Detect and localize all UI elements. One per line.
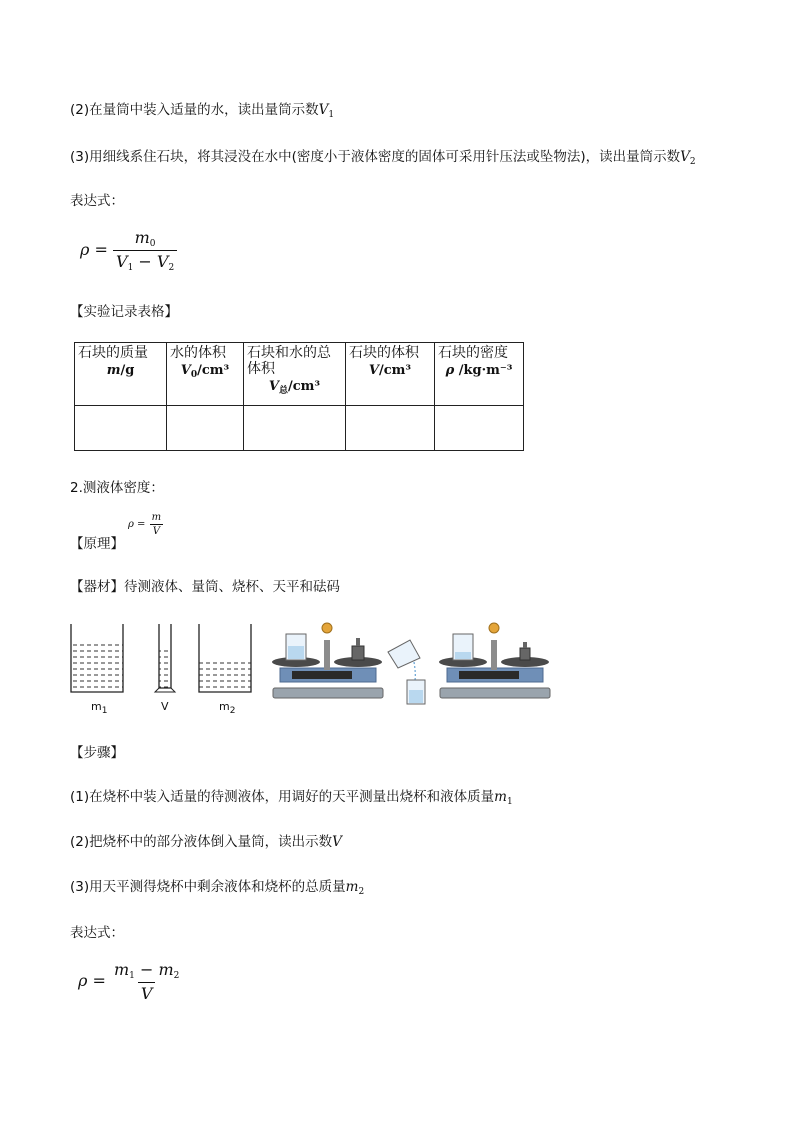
graduated-cylinder-icon xyxy=(155,624,175,692)
balance-scale-after-icon xyxy=(439,623,550,698)
density-formula-liquid: ρ = $\frac{m_1 - m_2}{V}$ xyxy=(78,960,182,1003)
expression-label-1: 表达式： xyxy=(70,193,124,209)
formula-denominator: V xyxy=(138,982,156,1003)
principle-label: 【原理】 xyxy=(70,536,124,552)
pouring-liquid-icon xyxy=(388,640,425,704)
record-table-heading: 【实验记录表格】 xyxy=(70,304,178,320)
equipment-line: 【器材】待测液体、量筒、烧杯、天平和砝码 xyxy=(70,579,340,595)
header-stone-volume: 石块的体积 V/cm³ xyxy=(346,343,435,406)
steps-label: 【步骤】 xyxy=(70,745,124,761)
label-v: V xyxy=(161,700,169,713)
beaker-after-icon xyxy=(199,624,251,692)
apparatus-figure xyxy=(66,618,556,718)
header-stone-density: 石块的密度 ρ /kg·m⁻³ xyxy=(435,343,524,406)
formula-numerator: $m_0$ xyxy=(134,228,156,249)
expression-label-2: 表达式： xyxy=(70,925,124,941)
liquid-step-3: (3)用天平测得烧杯中剩余液体和烧杯的总质量$m_2$ xyxy=(70,879,365,897)
balance-scale-with-beaker-icon xyxy=(272,623,383,698)
label-m1: $m_1$ xyxy=(91,700,108,716)
formula-numerator: $m_1 - m_2$ xyxy=(114,960,180,981)
liquid-step-1: (1)在烧杯中装入适量的待测液体，用调好的天平测量出烧杯和液体质量$m_1$ xyxy=(70,789,513,807)
header-water-volume: 水的体积 $V_0$/cm³ xyxy=(167,343,244,406)
beaker-before-icon xyxy=(71,624,123,692)
step-2-measure-water: (2)在量筒中装入适量的水，读出量筒示数$V_1$ xyxy=(70,102,335,120)
header-stone-mass: 石块的质量 m/g xyxy=(75,343,167,406)
record-table xyxy=(74,342,524,451)
header-total-volume: 石块和水的总体积 $V_总$/cm³ xyxy=(244,343,346,406)
cell-empty xyxy=(75,406,167,451)
step-3-immerse-stone: (3)用细线系住石块，将其浸没在水中(密度小于液体密度的固体可采用针压法或坠物法)，读出量筒示数$V_2$ xyxy=(70,149,696,167)
cell-empty xyxy=(167,406,244,451)
section-liquid-density-title: 2.测液体密度： xyxy=(70,480,164,496)
formula-denominator: $V_1 - V_2$ xyxy=(113,250,177,273)
liquid-step-2: (2)把烧杯中的部分液体倒入量筒，读出示数V xyxy=(70,834,342,850)
cell-empty xyxy=(435,406,524,451)
cell-empty xyxy=(346,406,435,451)
principle-formula: ρ = $\frac{m}{V}$ xyxy=(128,512,162,537)
density-formula-solid: ρ = $\frac{m_0}{V_1 - V_2}$ xyxy=(80,228,177,273)
cell-empty xyxy=(244,406,346,451)
label-m2: $m_2$ xyxy=(219,700,236,716)
